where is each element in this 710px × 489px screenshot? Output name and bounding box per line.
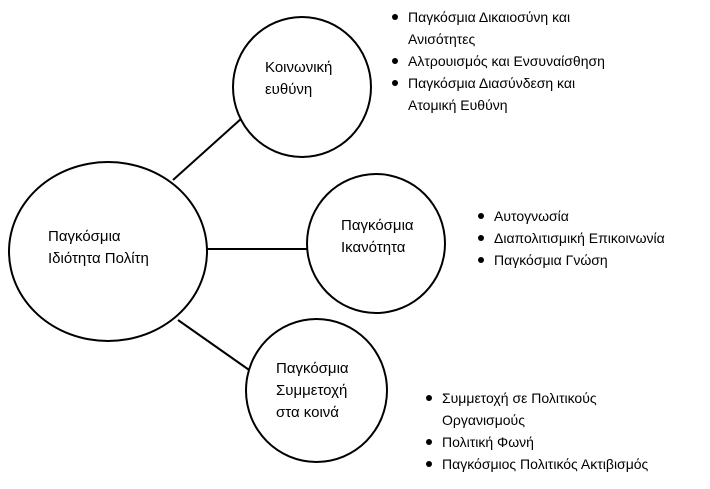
list-item-text: Ατομική Ευθύνη xyxy=(408,97,508,113)
connector-center-to-participation xyxy=(178,320,252,372)
list-item-text: Ανισότητες xyxy=(408,31,476,47)
competence-node-label-line-1: Παγκόσμια xyxy=(341,217,414,234)
participation-node-label xyxy=(276,358,349,424)
participation-node-label-line-1: Παγκόσμια xyxy=(276,360,349,377)
center-node-label-line-2: Ιδιότητα Πολίτη xyxy=(48,250,149,267)
list-item xyxy=(390,72,605,116)
participation-bullet-list xyxy=(424,387,648,475)
list-item xyxy=(424,453,648,475)
list-item-text: Αυτογνωσία xyxy=(494,208,569,224)
list-item-text: Παγκόσμιος Πολιτικός Ακτιβισμός xyxy=(442,456,649,472)
social-bullet-list xyxy=(390,6,605,116)
competence-node-label-line-2: Ικανότητα xyxy=(341,239,406,256)
list-item xyxy=(390,6,605,50)
social-node-label-line-1: Κοινωνική xyxy=(265,59,333,76)
list-item-text: Διαπολιτισμική Επικοινωνία xyxy=(494,230,665,246)
competence-bullet-list xyxy=(476,205,665,271)
center-node-label-line-1: Παγκόσμια xyxy=(48,228,121,245)
social-node-label-line-2: ευθύνη xyxy=(265,81,313,98)
list-item-text: Παγκόσμια Δικαιοσύνη και xyxy=(408,9,571,25)
list-item xyxy=(424,387,648,431)
participation-node-label-line-2: Συμμετοχή xyxy=(276,382,348,399)
list-item-text: Συμμετοχή σε Πολιτικούς xyxy=(442,390,597,406)
list-item xyxy=(476,249,665,271)
list-item-text: Πολιτική Φωνή xyxy=(442,434,534,450)
center-node-label xyxy=(48,226,149,270)
list-item-text: Παγκόσμια Γνώση xyxy=(494,252,608,268)
list-item-text: Οργανισμούς xyxy=(442,412,525,428)
list-item-text: Αλτρουισμός και Ενσυναίσθηση xyxy=(408,53,605,69)
social-node-label xyxy=(265,57,332,101)
participation-node-label-line-3: στα κοινά xyxy=(276,404,339,421)
list-item xyxy=(424,431,648,453)
competence-node-label xyxy=(341,215,414,259)
list-item xyxy=(476,227,665,249)
connector-center-to-social xyxy=(173,118,242,180)
list-item xyxy=(476,205,665,227)
list-item xyxy=(390,50,605,72)
list-item-text: Παγκόσμια Διασύνδεση και xyxy=(408,75,576,91)
